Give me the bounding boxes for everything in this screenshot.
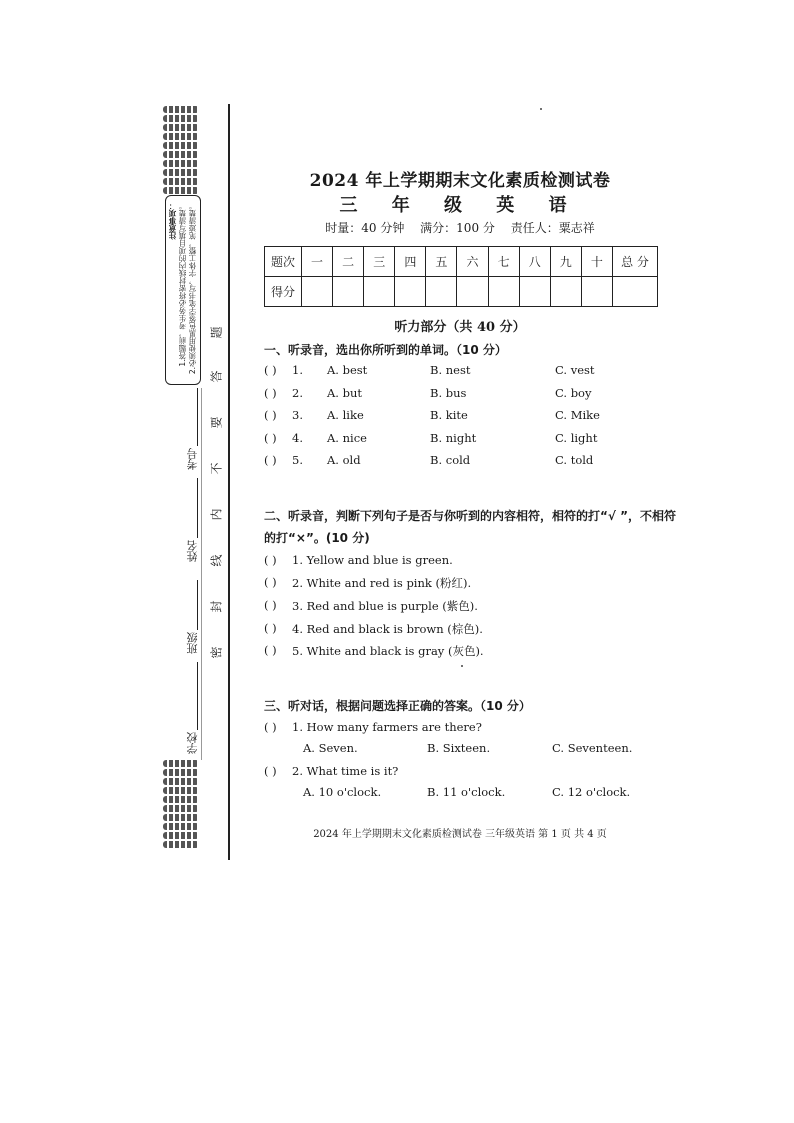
school-field[interactable]	[197, 662, 198, 730]
item-number: 2.	[292, 386, 303, 400]
name-field[interactable]	[197, 478, 198, 538]
score-cell[interactable]	[333, 277, 364, 307]
option-a: A. best	[327, 363, 368, 377]
seal-char: 内	[209, 508, 224, 521]
score-row-label: 题次	[265, 247, 302, 277]
score-cell[interactable]	[550, 277, 581, 307]
option-c: C. Mike	[555, 408, 600, 422]
score-col: 六	[457, 247, 488, 277]
score-table-header-row	[265, 247, 658, 277]
answer-blank[interactable]: ( )	[264, 408, 277, 422]
label-school: 学校	[186, 732, 199, 754]
answer-blank[interactable]: ( )	[264, 720, 277, 734]
part1-item	[264, 408, 664, 424]
score-cell[interactable]	[364, 277, 395, 307]
score-cell[interactable]	[302, 277, 333, 307]
statement: 3. Red and blue is purple (紫色).	[292, 599, 478, 613]
answer-blank[interactable]: ( )	[264, 643, 277, 657]
seal-char: 不	[209, 462, 224, 475]
score-col: 五	[426, 247, 457, 277]
answer-blank[interactable]: ( )	[264, 575, 277, 589]
part2-item	[264, 598, 664, 614]
score-col: 一	[302, 247, 333, 277]
score-col: 十	[581, 247, 612, 277]
score-col: 四	[395, 247, 426, 277]
label-exam-no: 考号	[186, 448, 199, 470]
part2-item	[264, 553, 664, 569]
score-table	[264, 246, 658, 307]
option-b: B. 11 o'clock.	[427, 785, 506, 799]
seal-char: 要	[209, 416, 224, 429]
part2-item	[264, 621, 664, 637]
question-text: 1. How many farmers are there?	[292, 720, 482, 734]
score-total-cell[interactable]	[613, 277, 658, 307]
scan-speck	[461, 665, 463, 667]
part3-heading: 三、听对话，根据问题选择正确的答案。（10 分）	[264, 699, 531, 713]
part3-options	[264, 785, 664, 801]
notice-line-2: 2.必须使用黑色签字笔书写，字体工整，笔迹清楚。	[188, 202, 197, 375]
option-c: C. vest	[555, 363, 595, 377]
answer-blank[interactable]: ( )	[264, 453, 277, 467]
statement: 5. White and black is gray (灰色).	[292, 644, 484, 658]
option-c: C. 12 o'clock.	[552, 785, 631, 799]
score-row-label: 得分	[265, 277, 302, 307]
notice-line-1: 1.答题前，考生务必将密封线内的项目填写清楚。	[178, 202, 187, 367]
score-col: 三	[364, 247, 395, 277]
statement: 1. Yellow and blue is green.	[292, 553, 453, 567]
answer-blank[interactable]: ( )	[264, 764, 277, 778]
scan-speck	[540, 108, 542, 110]
exam-full-score: 满分：100 分	[420, 221, 495, 235]
exam-meta	[260, 219, 660, 236]
score-cell[interactable]	[457, 277, 488, 307]
part1-heading: 一、听录音，选出你所听到的单词。（10 分）	[264, 343, 507, 357]
option-c: C. boy	[555, 386, 592, 400]
exam-no-field[interactable]	[197, 388, 198, 446]
part2-heading-line1: 二、听录音，判断下列句子是否与你听到的内容相符，相符的打“√ ”，不相符	[264, 509, 676, 523]
option-b: B. night	[430, 431, 477, 445]
option-a: A. but	[327, 386, 363, 400]
score-cell[interactable]	[426, 277, 457, 307]
seal-char: 题	[209, 326, 224, 339]
score-cell[interactable]	[488, 277, 519, 307]
option-b: B. cold	[430, 453, 471, 467]
answer-blank[interactable]: ( )	[264, 363, 277, 377]
option-a: A. like	[327, 408, 364, 422]
answer-blank[interactable]: ( )	[264, 598, 277, 612]
exam-title: 2024 年上学期期末文化素质检测试卷	[309, 171, 611, 191]
item-number: 5.	[292, 453, 303, 467]
exam-responsible: 责任人：粟志祥	[510, 221, 595, 235]
score-cell[interactable]	[395, 277, 426, 307]
part3-question	[264, 764, 664, 780]
binding-holes-bottom	[163, 760, 199, 860]
part2-heading-line2: 的打“×”。(10 分)	[264, 531, 370, 545]
option-b: B. nest	[430, 363, 471, 377]
option-b: B. Sixteen.	[427, 741, 491, 755]
answer-blank[interactable]: ( )	[264, 431, 277, 445]
option-a: A. Seven.	[303, 741, 358, 755]
score-table-score-row	[265, 277, 658, 307]
exam-time: 时量：40 分钟	[325, 221, 405, 235]
score-col: 八	[519, 247, 550, 277]
score-col: 七	[488, 247, 519, 277]
option-a: A. nice	[327, 431, 367, 445]
score-cell[interactable]	[519, 277, 550, 307]
answer-blank[interactable]: ( )	[264, 386, 277, 400]
part1-item	[264, 386, 664, 402]
option-a: A. 10 o'clock.	[303, 785, 382, 799]
seal-char: 线	[209, 554, 224, 567]
label-class: 班级	[186, 632, 199, 654]
score-cell[interactable]	[581, 277, 612, 307]
class-field[interactable]	[197, 580, 198, 630]
part2-item	[264, 575, 664, 591]
notice-box	[165, 195, 201, 385]
seal-line-inner	[201, 388, 202, 760]
part3-question	[264, 720, 664, 736]
item-number: 4.	[292, 431, 303, 445]
label-name: 姓名	[186, 540, 199, 562]
part1-item	[264, 453, 664, 469]
score-total-label: 总 分	[613, 247, 658, 277]
part1-item	[264, 363, 664, 379]
score-col: 二	[333, 247, 364, 277]
page-footer: 2024 年上学期期末文化素质检测试卷 三年级英语 第 1 页 共 4 页	[313, 829, 607, 840]
answer-blank[interactable]: ( )	[264, 621, 277, 635]
statement: 4. Red and black is brown (棕色).	[292, 622, 483, 636]
answer-blank[interactable]: ( )	[264, 553, 277, 567]
statement: 2. White and red is pink (粉红).	[292, 576, 472, 590]
score-col: 九	[550, 247, 581, 277]
exam-subject: 三 年 级 英 语	[339, 195, 581, 216]
part3-options	[264, 741, 664, 757]
option-b: B. kite	[430, 408, 468, 422]
question-text: 2. What time is it?	[292, 764, 399, 778]
part1-item	[264, 431, 664, 447]
item-number: 3.	[292, 408, 303, 422]
seal-char: 密	[209, 646, 224, 659]
option-b: B. bus	[430, 386, 467, 400]
option-c: C. Seventeen.	[552, 741, 633, 755]
seal-char: 答	[209, 370, 224, 383]
notice-title: 注意事项：	[168, 202, 177, 240]
part2-item	[264, 643, 664, 659]
seal-char: 封	[209, 600, 224, 613]
seal-line	[228, 104, 230, 860]
listening-section-title: 听力部分（共 40 分）	[394, 320, 526, 335]
option-c: C. light	[555, 431, 598, 445]
item-number: 1.	[292, 363, 303, 377]
option-c: C. told	[555, 453, 594, 467]
option-a: A. old	[327, 453, 361, 467]
